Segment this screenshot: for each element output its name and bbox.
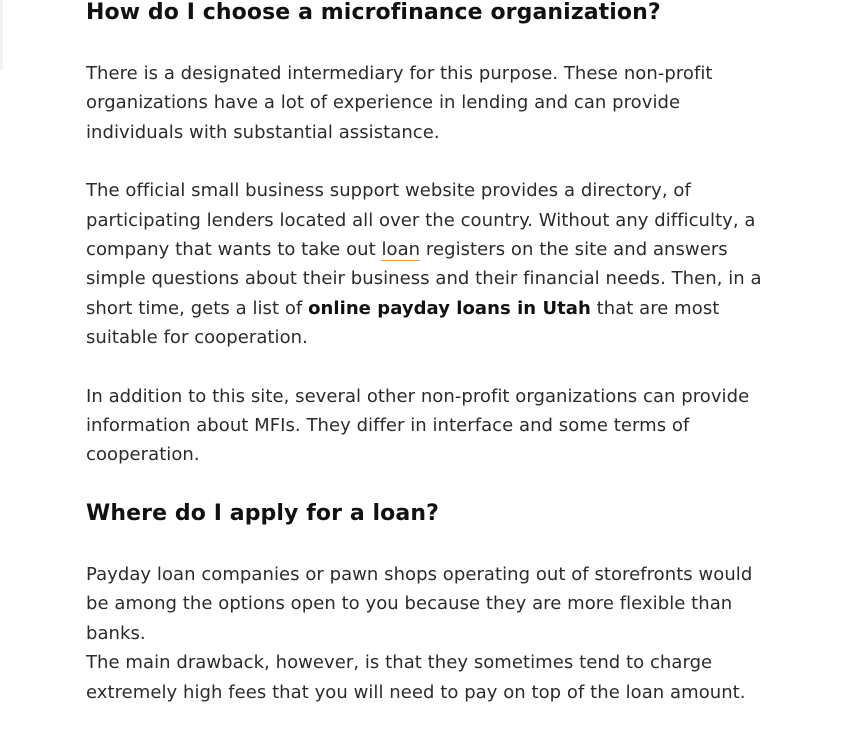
left-edge-divider bbox=[0, 0, 3, 70]
loan-link[interactable]: loan bbox=[381, 239, 421, 261]
paragraph-directory-text-1: The official small business support website provides a directory, of participating lenders located all over the country. Without any difficulty, a company that wants to take out bbox=[86, 180, 756, 261]
section-heading-where-apply: Where do I apply for a loan? bbox=[86, 500, 439, 526]
paragraph-drawback: The main drawback, however, is that they sometimes tend to charge extremely high fees that you will need to pay on top of the loan amount. bbox=[86, 652, 746, 703]
section-heading-choose-mfo: How do I choose a microfinance organization? bbox=[86, 0, 661, 25]
article-content bbox=[86, 0, 776, 707]
paragraph-directory-text-3: that are most suitable for cooperation. bbox=[86, 297, 720, 349]
paragraph-other-organizations: In addition to this site, several other non-profit organizations can provide information about MFIs. They differ in interface and some terms of cooperation. bbox=[86, 385, 750, 466]
paragraph-directory-text-2: registers on the site and answers simple questions about their business and their financial needs. Then, in a short time, gets a list of bbox=[86, 239, 762, 319]
paragraph-intermediary: There is a designated intermediary for this purpose. These non-profit organizations have a lot of experience in lending and can provide individuals with substantial assistance. bbox=[86, 63, 713, 143]
bold-keyword-payday-loans-utah: online payday loans in Utah bbox=[308, 297, 591, 319]
paragraph-directory bbox=[86, 176, 776, 352]
paragraph-payday-companies: Payday loan companies or pawn shops operating out of storefronts would be among the options open to you because they are more flexible than banks. bbox=[86, 563, 753, 644]
